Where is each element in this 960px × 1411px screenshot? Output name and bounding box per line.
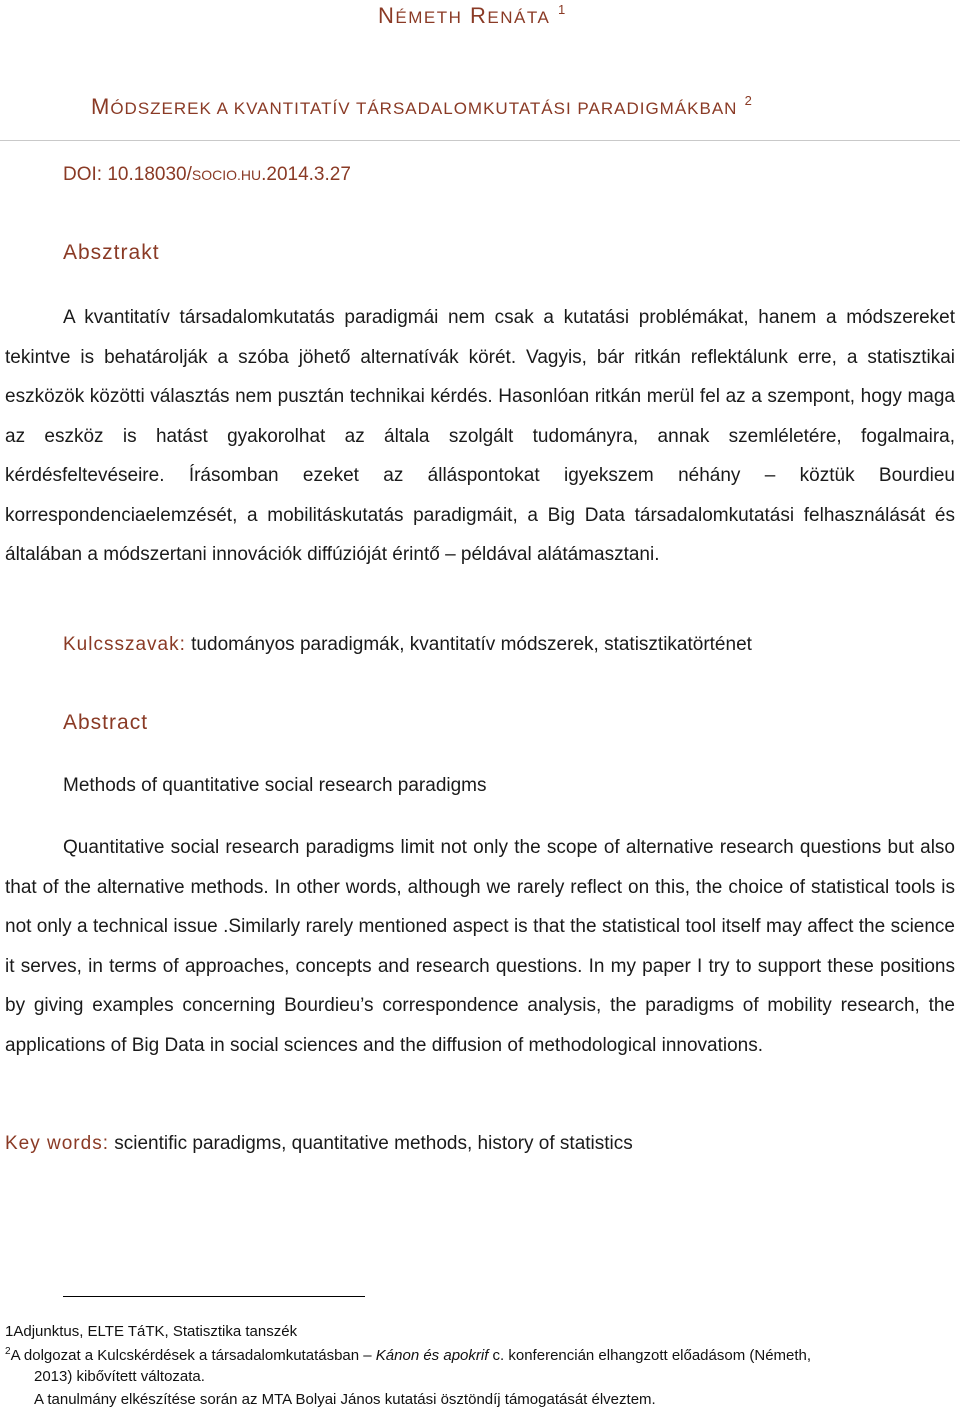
footnote-3: A tanulmány elkészítése során az MTA Bolyai János kutatási ösztöndíj támogatását élveztem. [34, 1391, 656, 1408]
doi: DOI: 10.18030/SOCIO.HU.2014.3.27 [63, 164, 351, 185]
author-name: NÉMETH RENÁTA $^1$ [378, 2, 566, 28]
abstract-text-en: Quantitative social research paradigms limit not only the scope of alternative research questions but also that of the alternative methods. In other words, although we rarely reflect on this, the choice of statistical tools is not only a technical issue .Similarly rarely mentioned aspect is that the statistical tool itself may affect the science it serves, in terms of approaches, concepts and research questions. In my paper I try to support these positions by giving examples concerning Bourdieu’s correspondence analysis, the paradigms of mobility research, the applications of Big Data in social sciences and the diffusion of methodological innovations. [5, 837, 955, 1056]
keywords-label: Key words: [5, 1133, 109, 1154]
keywords-en [5, 1133, 633, 1155]
abstract-heading-hu: Absztrakt [63, 241, 160, 264]
footnote-divider [63, 1296, 365, 1297]
abstract-text-hu: A kvantitatív társadalomkutatás paradigmái nem csak a kutatási problémákat, hanem a módszereket tekintve is behatárolják a szóba jöhető alternatívák körét. Vagyis, bár ritkán reflektálunk erre, a statisztikai eszközök közötti választás nem pusztán technikai kérdés. Hasonlóan ritkán merül fel az a szempont, hogy maga az eszköz is hatást gyakorolhat az általa szolgált tudományra, annak szemléletére, fogalmaira, kérdésfeltevéseire. Írásomban ezeket az álláspontokat igyekszem néhány – köztük Bourdieu korrespondenciaelemzését, a mobilitáskutatás paradigmáit, a Big Data társadalomkutatási felhasználását és általában a módszertani innovációk diffúzióját érintő – példával alátámasztani. [5, 307, 955, 565]
divider [0, 140, 960, 141]
keywords-label: Kulcsszavak: [63, 634, 186, 655]
footnote-mark: 1 [557, 2, 566, 17]
keywords-value: tudományos paradigmák, kvantitatív módszerek, statisztikatörténet [185, 634, 752, 655]
keywords-hu [63, 634, 752, 656]
footnote-mark: 2 [5, 1346, 11, 1357]
english-title: Methods of quantitative social research paradigms [63, 775, 487, 796]
footnote-1: 1Adjunktus, ELTE TáTK, Statisztika tanszék [5, 1323, 298, 1340]
paper-title: MÓDSZEREK A KVANTITATÍV TÁRSADALOMKUTATÁSI PARADIGMÁKBAN $^2$ [91, 93, 752, 119]
footnote-mark: 2 [744, 93, 752, 108]
abstract-heading-en: Abstract [63, 711, 149, 734]
footnote-2-continued: 2013) kibővített változata. [34, 1368, 205, 1385]
footnote-2: $^2$A dolgozat a Kulcskérdések a társadalomkutatásban – Kánon és apokrif c. konferencián elhangzott előadásom (Németh, [5, 1346, 812, 1364]
keywords-value: scientific paradigms, quantitative methods, history of statistics [108, 1133, 633, 1154]
